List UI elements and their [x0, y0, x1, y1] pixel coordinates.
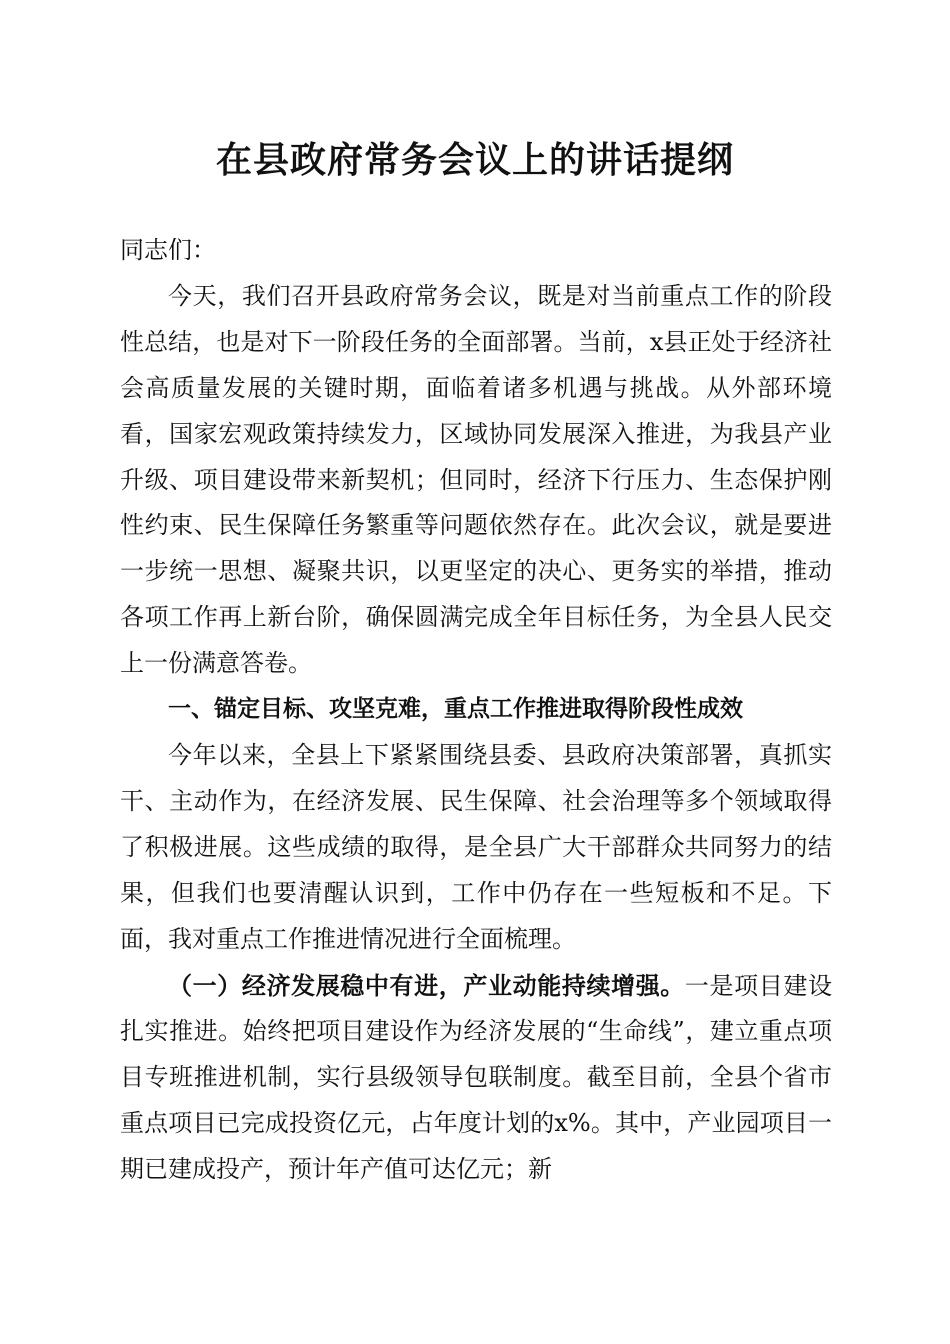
intro-paragraph: 今天，我们召开县政府常务会议，既是对当前重点工作的阶段性总结，也是对下一阶段任务的全面部署。当前，x县正处于经济社会高质量发展的关键时期，面临着诸多机遇与挑战。从外部环境看，国家宏观政策持续发力，区域协同发展深入推进，为我县产业升级、项目建设带来新契机；但同时，经济下行压力、生态保护刚性约束、民生保障任务繁重等问题依然存在。此次会议，就是要进一步统一思想、凝聚共识，以更坚定的决心、更务实的举措，推动各项工作再上新台阶，确保圆满完成全年目标任务，为全县人民交上一份满意答卷。 — [120, 281, 832, 678]
document-title: 在县政府常务会议上的讲话提纲 — [215, 139, 734, 181]
section-1-paragraph: 今年以来，全县上下紧紧围绕县委、县政府决策部署，真抓实干、主动作为，在经济发展、民生保障、社会治理等多个领域取得了积极进展。这些成绩的取得，是全县广大干部群众共同努力的结果，但我们也要清醒认识到，工作中仍存在一些短板和不足。下面，我对重点工作推进情况进行全面梳理。 — [120, 740, 832, 953]
salutation: 同志们： — [120, 236, 216, 264]
subsection-heading-1: （一）经济发展稳中有进，产业动能持续增强。 — [168, 970, 685, 1000]
subsection-1-paragraph — [120, 963, 832, 1194]
document-body — [120, 228, 832, 1193]
subsection-1-text: 一是项目建设扎实推进。始终把项目建设作为经济发展的“生命线”，建立重点项目专班推进机制，实行县级领导包联制度。截至目前，全县个省市重点项目已完成投资亿元，占年度计划的x%。其中，产业园项目一期已建成投产，预计年产值可达亿元；新 — [120, 971, 832, 1184]
section-heading-1: 一、锚定目标、攻坚克难，重点工作推进取得阶段性成效 — [168, 696, 743, 723]
